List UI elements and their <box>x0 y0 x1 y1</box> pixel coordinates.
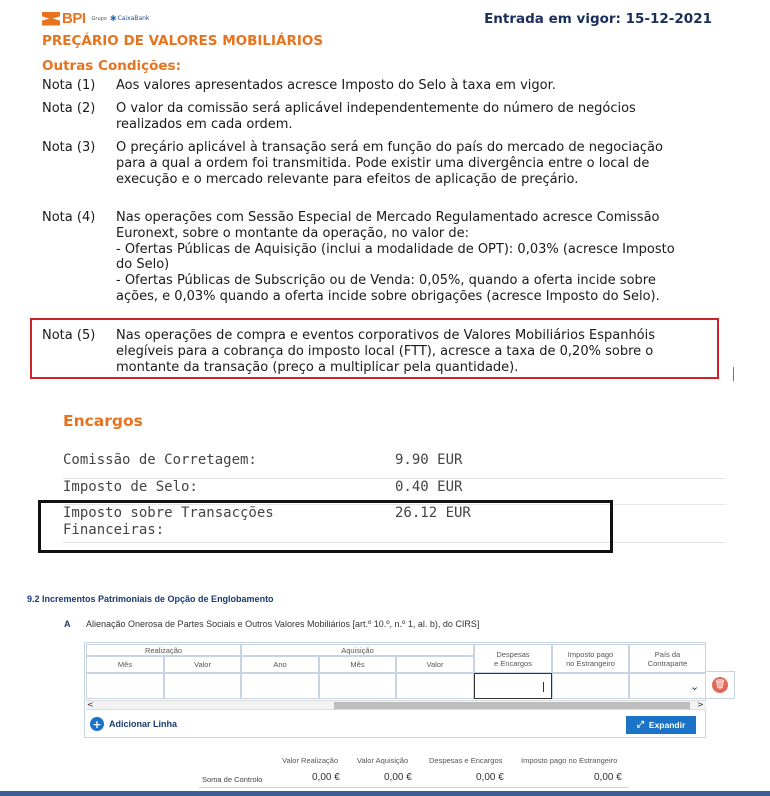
scrollbar-thumb[interactable] <box>334 702 690 709</box>
effective-date: Entrada em vigor: 15-12-2021 <box>484 11 712 27</box>
note-label: Nota (2) <box>42 101 96 116</box>
column-header-pais: País da Contraparte <box>629 644 706 673</box>
divider <box>199 787 629 788</box>
encargos-title: Encargos <box>63 412 143 430</box>
scroll-left-icon[interactable]: < <box>87 700 94 709</box>
sum-header-aquisicao: Valor Aquisição <box>357 756 409 765</box>
brand-name: BPI <box>62 10 86 27</box>
column-header-mes: Mês <box>86 656 164 673</box>
group-text: Grupo <box>91 15 107 22</box>
input-despesas-encargos[interactable] <box>474 673 552 699</box>
note-text: Nas operações com Sessão Especial de Mercado Regulamentado acresce Comissão Euronext, sobre o montante da operação, no valor de: - Ofertas Públicas de Aquisição (inclui a modalidade de OPT): 0,03% (acresce Imposto do Selo) - Ofertas Públicas de Subscrição ou de Venda: 0,05%, quando a oferta incide sobre ações, e 0,03% quando a oferta incide sobre obrigações (acresce Imposto do Selo). <box>116 210 675 304</box>
charge-name: Imposto de Selo: <box>63 479 198 495</box>
sum-header-realizacao: Valor Realização <box>282 756 339 765</box>
note-1 <box>42 78 722 94</box>
header-aquisicao: Aquisição <box>241 644 474 656</box>
annex-letter: A <box>64 619 71 629</box>
note-text: O preçário aplicável à transação será em função do país do mercado de negociação para a qual a ordem foi transmitida. Pode existir uma divergência entre o local de execução e o mercado relevante para efeitos de aplicação de preçário. <box>116 140 663 187</box>
plus-icon: + <box>90 717 104 731</box>
trash-icon[interactable]: 🗑 <box>712 677 728 693</box>
scroll-right-icon[interactable]: > <box>697 700 704 709</box>
column-header-imposto: Imposto pago no Estrangeiro <box>552 644 629 673</box>
column-header-despesas: Despesas e Encargos <box>474 644 552 673</box>
input-realizacao-mes[interactable] <box>86 673 164 699</box>
ftt-highlight-box <box>38 500 613 553</box>
note-label: Nota (1) <box>42 78 96 93</box>
note-text: Nas operações de compra e eventos corporativos de Valores Mobiliários Espanhóis elegíveis para a cobrança do imposto local (FTT), acresce a taxa de 0,20% sobre o montante da transação (preço a multiplicar pela quantidade). <box>116 328 656 375</box>
column-header-mes: Mês <box>319 656 396 673</box>
note-2 <box>42 101 722 133</box>
sum-value-realizacao: 0,00 € <box>312 772 340 783</box>
add-line-button[interactable] <box>90 717 177 731</box>
add-line-label: Adicionar Linha <box>109 719 178 729</box>
chevron-down-icon[interactable]: ⌄ <box>690 680 700 693</box>
sum-header-imposto: Imposto pago no Estrangeiro <box>521 756 618 765</box>
sum-value-imposto: 0,00 € <box>594 772 622 783</box>
bpi-logo-icon <box>42 12 60 26</box>
text-cursor <box>543 682 544 692</box>
note-4 <box>42 210 722 305</box>
note-label: Nota (4) <box>42 210 96 225</box>
column-header-valor: Valor <box>396 656 474 673</box>
expand-icon: ⤢ <box>636 720 644 730</box>
sum-header-despesas: Despesas e Encargos <box>429 756 503 765</box>
note-text: Aos valores apresentados acresce Imposto do Selo à taxa em vigor. <box>116 78 556 93</box>
sum-value-aquisicao: 0,00 € <box>384 772 412 783</box>
header-realizacao: Realização <box>86 644 241 656</box>
column-header-ano: Ano <box>241 656 319 673</box>
charge-value: 0.40 EUR <box>395 479 463 495</box>
input-realizacao-valor[interactable] <box>164 673 241 699</box>
bottom-bar <box>0 791 770 796</box>
input-imposto-estrangeiro[interactable] <box>552 673 629 699</box>
form-section-title: 9.2 Incrementos Patrimoniais de Opção de Englobamento <box>27 594 274 604</box>
note-label: Nota (3) <box>42 140 96 155</box>
annex-description: Alienação Onerosa de Partes Sociais e Outros Valores Mobiliários [art.º 10.º, n.º 1, al. b), do CIRS] <box>86 619 480 629</box>
charge-value: 26.12 EUR <box>395 505 471 521</box>
expand-label: Expandir <box>648 720 686 730</box>
sum-value-despesas: 0,00 € <box>476 772 504 783</box>
caixabank-star-icon: ✱ <box>109 14 117 23</box>
note-text: O valor da comissão será aplicável independentemente do número de negócios realizados em cada ordem. <box>116 101 636 132</box>
document-title: PREÇÁRIO DE VALORES MOBILIÁRIOS <box>42 33 324 49</box>
input-aquisicao-ano[interactable] <box>241 673 319 699</box>
input-aquisicao-mes[interactable] <box>319 673 396 699</box>
column-header-valor: Valor <box>164 656 241 673</box>
note-label: Nota (5) <box>42 328 96 343</box>
charge-name: Comissão de Corretagem: <box>63 452 257 468</box>
caixabank-text: CaixaBank <box>117 15 150 22</box>
expand-button[interactable] <box>626 716 696 734</box>
bpi-logo <box>42 10 149 27</box>
input-aquisicao-valor[interactable] <box>396 673 474 699</box>
divider <box>733 367 734 381</box>
charge-name: Imposto sobre Transacções Financeiras: <box>63 505 274 538</box>
charge-row-commission <box>63 452 726 479</box>
control-sum-label: Soma de Controlo <box>202 775 263 784</box>
note-5 <box>42 328 722 375</box>
other-conditions-title: Outras Condições: <box>42 58 181 74</box>
charge-value: 9.90 EUR <box>395 452 463 468</box>
note-3 <box>42 140 722 187</box>
